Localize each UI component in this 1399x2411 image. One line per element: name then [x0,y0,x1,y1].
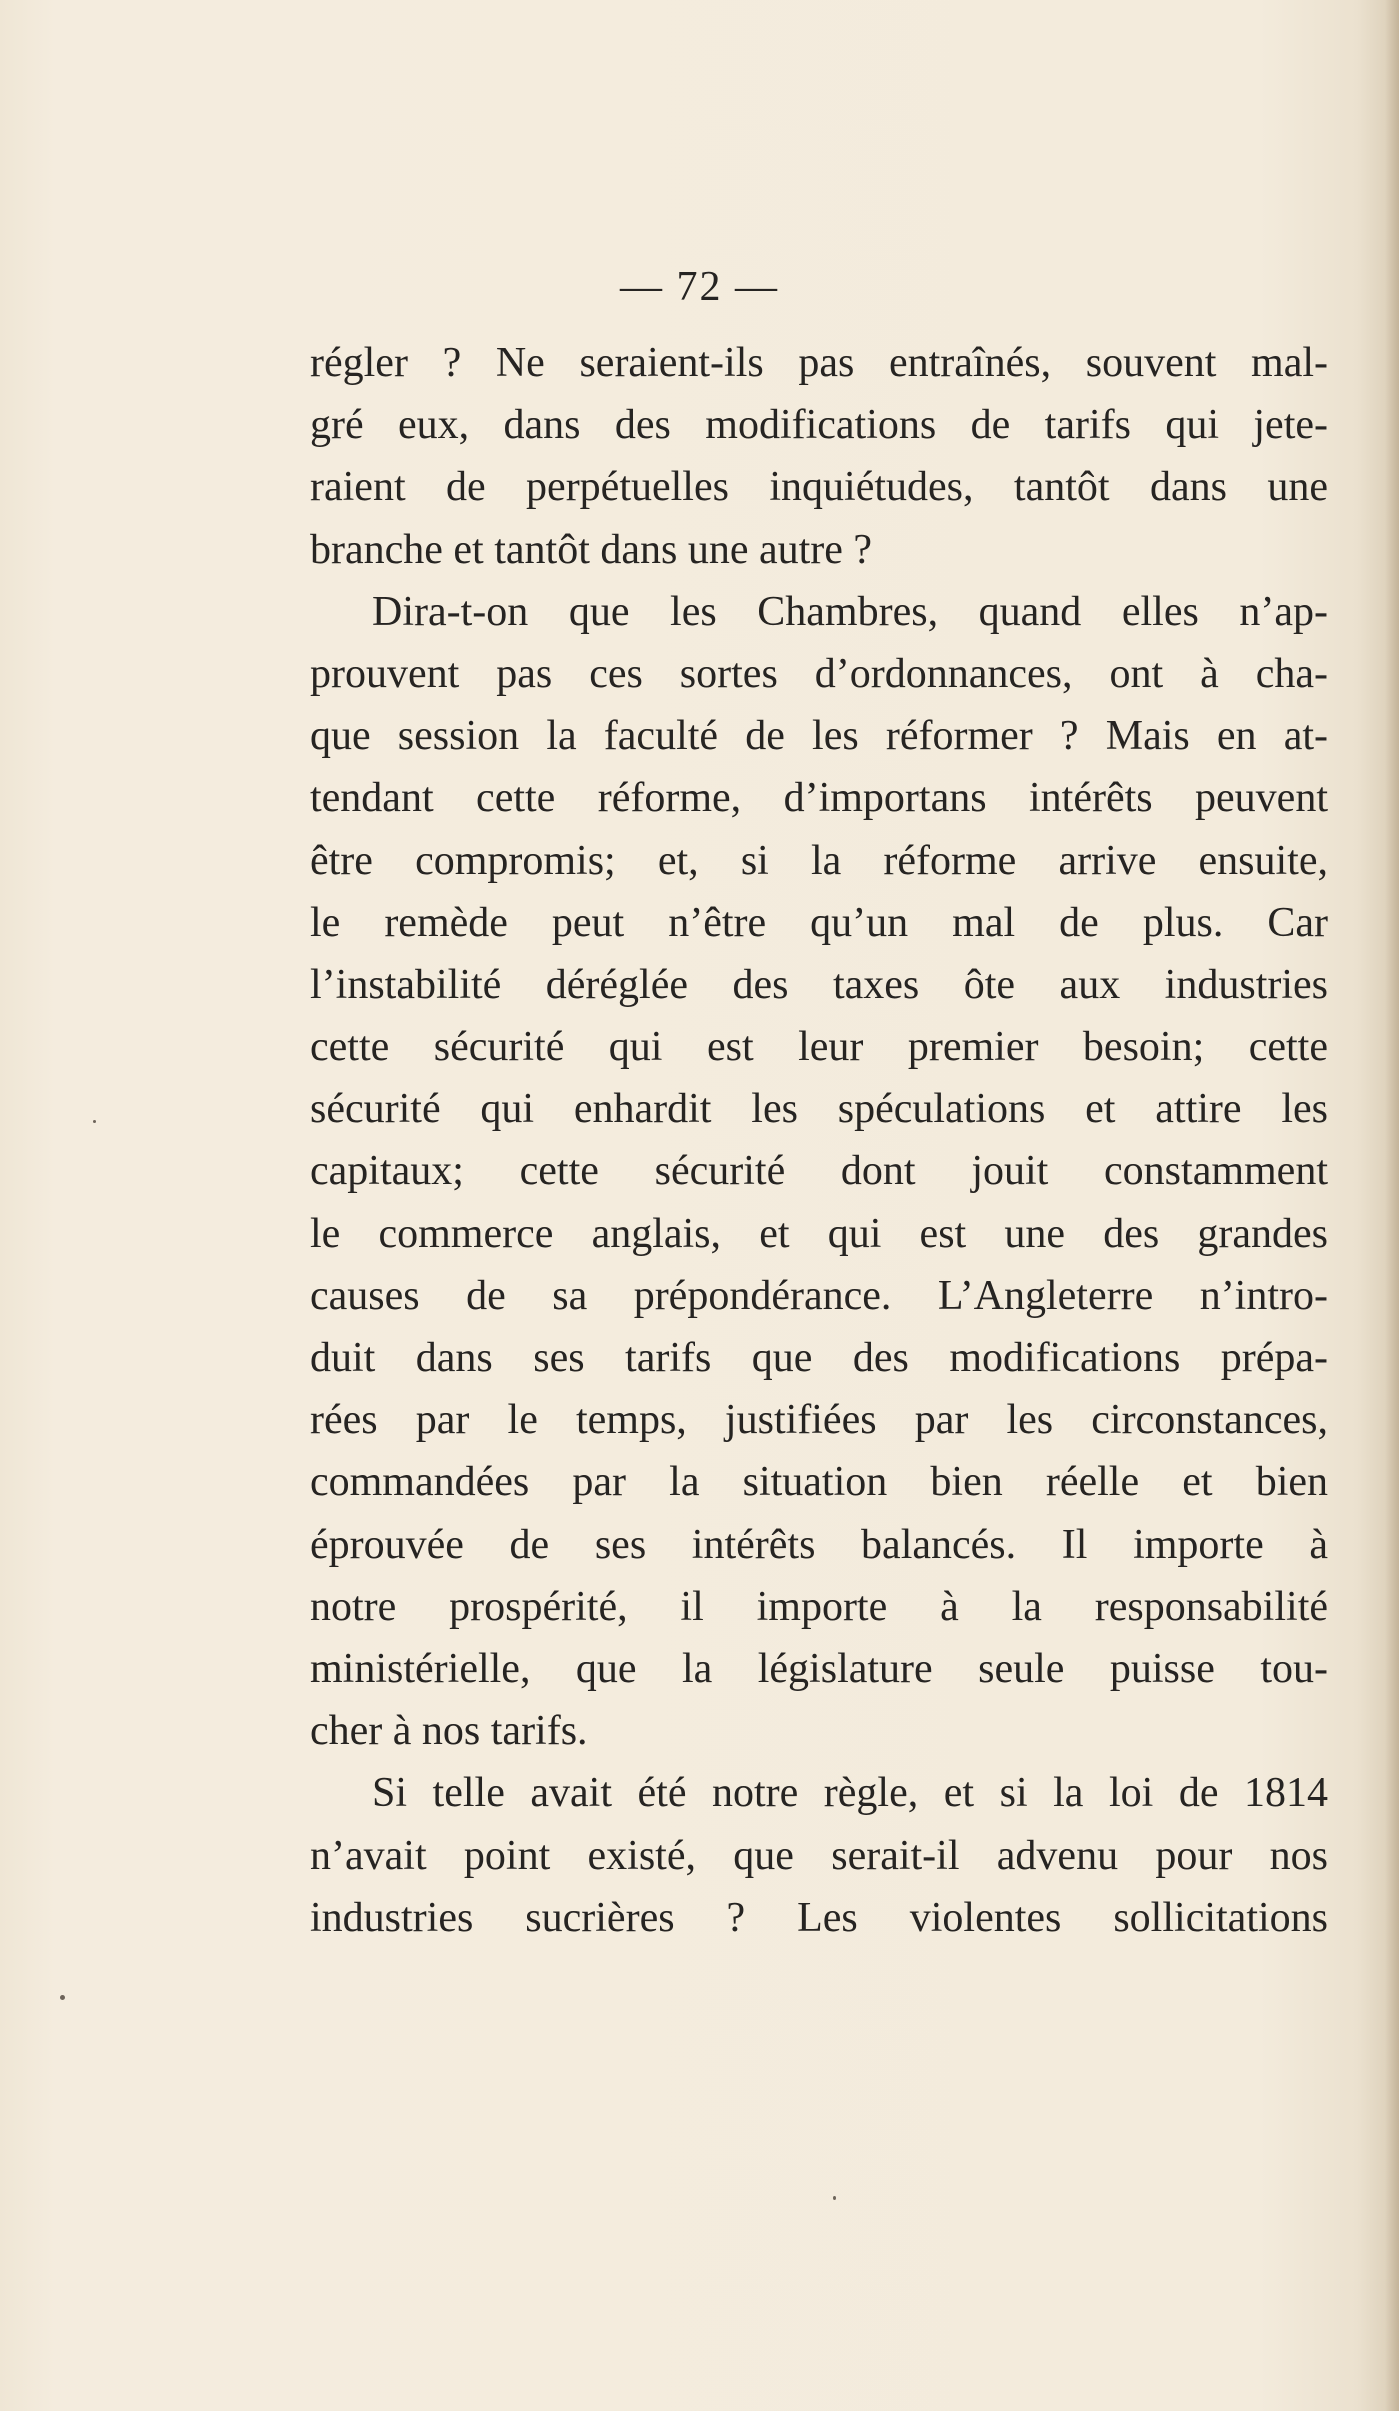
text-line: rées par le temps, justifiées par les circonstances, [310,1397,1328,1444]
text-line: tendant cette réforme, d’importans intérêts peuvent [310,775,1328,822]
text-line: commandées par la situation bien réelle et bien [310,1459,1328,1506]
text-line: capitaux; cette sécurité dont jouit constamment [310,1148,1328,1195]
text-line: Si telle avait été notre règle, et si la loi de 1814 [372,1770,1328,1817]
text-line: sécurité qui enhardit les spéculations et attire les [310,1086,1328,1133]
text-line: être compromis; et, si la réforme arrive ensuite, [310,837,1328,884]
text-line: l’instabilité déréglée des taxes ôte aux industries [310,961,1328,1008]
text-line: cher à nos tarifs. [310,1708,588,1755]
text-line: n’avait point existé, que serait-il advenu pour nos [310,1832,1328,1879]
page-number: — 72 — [620,264,779,310]
text-line: duit dans ses tarifs que des modifications prépa- [310,1335,1328,1381]
text-line: que session la faculté de les réformer ? Mais en at- [310,713,1328,760]
text-line: cette sécurité qui est leur premier besoin; cette [310,1024,1328,1071]
paper-speck [833,2196,836,2200]
text-line: notre prospérité, il importe à la responsabilité [310,1583,1328,1630]
paper-speck [93,1120,96,1123]
text-line: Dira-t-on que les Chambres, quand elles n’ap- [372,588,1328,635]
text-line: raient de perpétuelles inquiétudes, tantôt dans une [310,464,1328,511]
text-line: prouvent pas ces sortes d’ordonnances, ont à cha- [310,650,1328,697]
text-line: le commerce anglais, et qui est une des grandes [310,1210,1328,1257]
text-line: industries sucrières ? Les violentes sollicitations [310,1894,1328,1941]
body-text [310,332,1328,1949]
page-edge-shadow [1385,0,1399,2411]
text-line: gré eux, dans des modifications de tarifs qui jete- [310,402,1328,449]
paper-speck [60,1995,65,2000]
text-line: ministérielle, que la législature seule puisse tou- [310,1645,1328,1692]
text-line: éprouvée de ses intérêts balancés. Il importe à [310,1521,1328,1568]
text-line: causes de sa prépondérance. L’Angleterre n’intro- [310,1272,1328,1319]
text-line: régler ? Ne seraient-ils pas entraînés, souvent mal- [310,340,1328,386]
text-line: le remède peut n’être qu’un mal de plus. Car [310,899,1328,946]
text-line: branche et tantôt dans une autre ? [310,526,873,573]
